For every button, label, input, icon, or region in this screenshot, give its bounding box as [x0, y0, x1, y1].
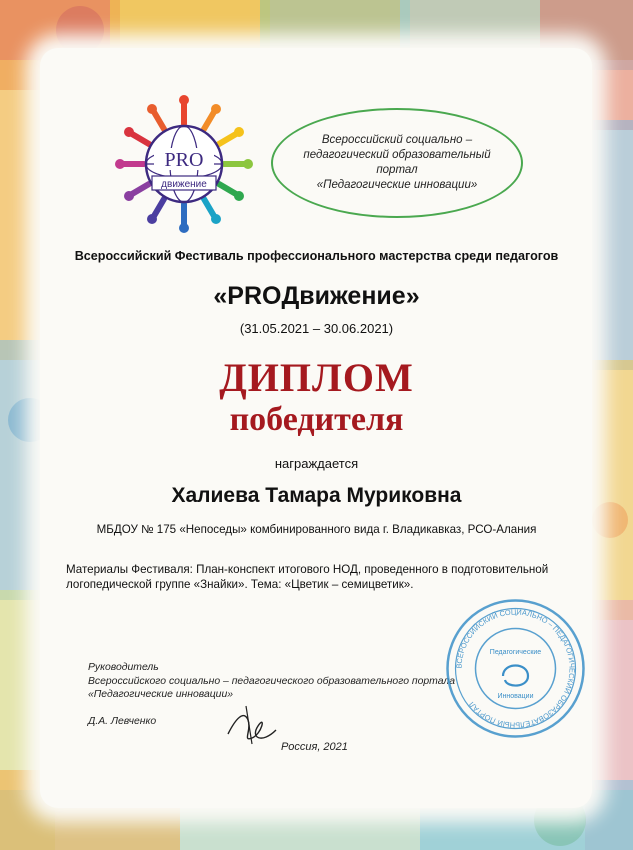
signer-name: Д.А. Левченко	[88, 716, 157, 727]
festival-title: Всероссийский Фестиваль профессионального мастерства среди педагогов	[74, 249, 559, 263]
portal-line: портал	[376, 164, 418, 176]
prodvizhenie-logo	[114, 94, 254, 234]
stamp-ring-text: ВСЕРОССИЙСКИЙ СОЦИАЛЬНО – ПЕДАГОГИЧЕСКИЙ ОБРАЗОВАТЕЛЬНЫЙ ПОРТАЛ	[454, 607, 577, 730]
logo-movement-text: движение	[161, 179, 207, 190]
portal-stamp	[443, 596, 588, 741]
signature-line: «Педагогические инновации»	[88, 689, 234, 700]
portal-line: педагогический образовательный	[303, 149, 491, 161]
materials-text: Материалы Фестиваля: План-конспект итогового НОД, проведенного в подготовительной логопедической группе «Знайки». Тема: «Цветик – семицветик».	[66, 563, 549, 591]
recipient-name: Халиева Тамара Муриковна	[171, 484, 462, 507]
stamp-top-text: Педагогические	[489, 649, 542, 656]
logo-pro-text: PRO	[164, 149, 204, 171]
organization-text: МБДОУ № 175 «Непоседы» комбинированного вида г. Владикавказ, РСО-Алания	[96, 523, 537, 536]
place-year: Россия, 2021	[281, 741, 348, 753]
signature-line: Руководитель	[88, 662, 159, 673]
festival-dates: (31.05.2021 – 30.06.2021)	[239, 321, 394, 336]
portal-text	[302, 133, 492, 193]
portal-line: Всероссийский социально –	[321, 134, 473, 146]
festival-name: «PROДвижение»	[213, 282, 420, 310]
diploma-subheading: победителя	[229, 401, 404, 438]
awarded-text: награждается	[274, 456, 359, 471]
portal-line: «Педагогические инновации»	[316, 179, 478, 191]
portal-oval	[271, 108, 523, 218]
handwritten-signature	[222, 700, 282, 750]
diploma-heading: ДИПЛОМ	[219, 355, 414, 400]
stamp-bottom-text: Инновации	[497, 693, 534, 700]
svg-text:ВСЕРОССИЙСКИЙ СОЦИАЛЬНО – ПЕДА	[454, 607, 576, 729]
signature-line: Всероссийского социально – педагогического образовательного портала	[88, 675, 455, 687]
